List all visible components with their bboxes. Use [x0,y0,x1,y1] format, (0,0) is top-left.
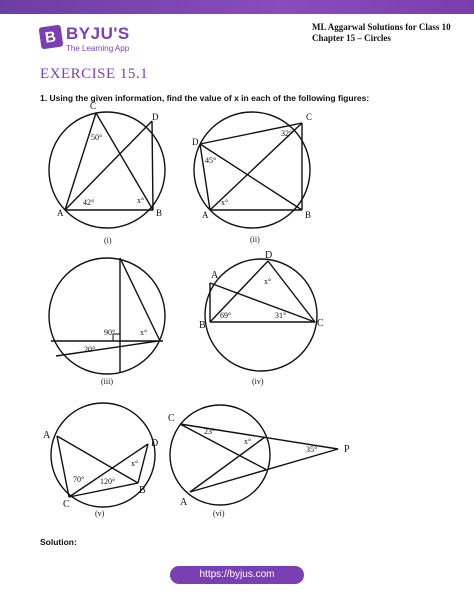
document-title: ML Aggarwal Solutions for Class 10 Chapter 15 – Circles [312,22,451,43]
figure-1 [49,112,165,228]
fig4-label-a: A [211,270,219,281]
fig5-label-a: A [43,430,51,441]
fig5-angle-70: 70° [73,475,85,484]
fig4-label-b: B [199,320,206,331]
exercise-heading: EXERCISE 15.1 [40,66,149,82]
fig6-angle-x: x° [244,437,252,446]
fig2-angle-x: x° [221,198,229,207]
figure-2 [194,112,313,228]
fig6-angle-35: 35° [306,445,318,454]
fig4-angle-x: x° [264,277,272,286]
fig5-angle-x: x° [131,459,139,468]
fig5-label-b: B [139,485,146,496]
fig6-label-c: C [168,413,175,424]
fig1-caption: (i) [104,236,112,245]
figure-6 [170,405,338,505]
fig5-angle-120: 120° [100,477,116,486]
fig1-angle-42: 42° [83,198,95,207]
fig2-caption: (ii) [250,235,260,244]
fig4-label-d: D [265,250,273,261]
fig1-angle-x: x° [137,196,145,205]
solution-heading: Solution: [40,537,77,547]
fig2-label-d: D [192,137,199,147]
question-text: 1. Using the given information, find the value of x in each of the following figures: [40,93,370,103]
fig4-angle-31: 31° [275,311,287,320]
fig1-label-d: D [152,112,159,122]
fig4-caption: (iv) [252,377,264,386]
fig4-angle-69: 69° [220,311,232,320]
brand-name: BYJU'S [66,24,130,43]
fig3-angle-90: 90° [104,328,116,337]
fig2-label-a: A [202,210,209,220]
fig2-angle-45: 45° [205,156,217,165]
fig2-label-b: B [305,210,312,220]
fig1-label-b: B [156,208,163,218]
fig1-label-c: C [90,101,97,111]
fig2-angle-32: 32° [281,129,293,138]
fig5-caption: (v) [95,509,105,518]
circle [170,405,270,505]
fig3-angle-20: 20° [84,345,96,354]
brand-tagline: The Learning App [66,44,130,53]
fig6-caption: (vi) [213,509,225,518]
figure-3 [49,258,165,374]
fig2-label-c: C [306,112,313,122]
footer-link[interactable]: https://byjus.com [170,566,304,584]
logo-mark: B [39,25,64,50]
fig1-label-a: A [57,208,64,218]
fig6-label-a: A [180,497,188,508]
fig1-angle-50: 50° [91,133,103,142]
fig6-angle-23: 23° [204,427,216,436]
fig5-label-c: C [63,499,70,510]
fig3-angle-x: x° [140,328,148,337]
fig6-label-p: P [344,444,350,455]
fig4-label-c: C [317,318,324,329]
fig3-caption: (iii) [101,377,113,386]
fig5-label-d: D [151,438,159,449]
